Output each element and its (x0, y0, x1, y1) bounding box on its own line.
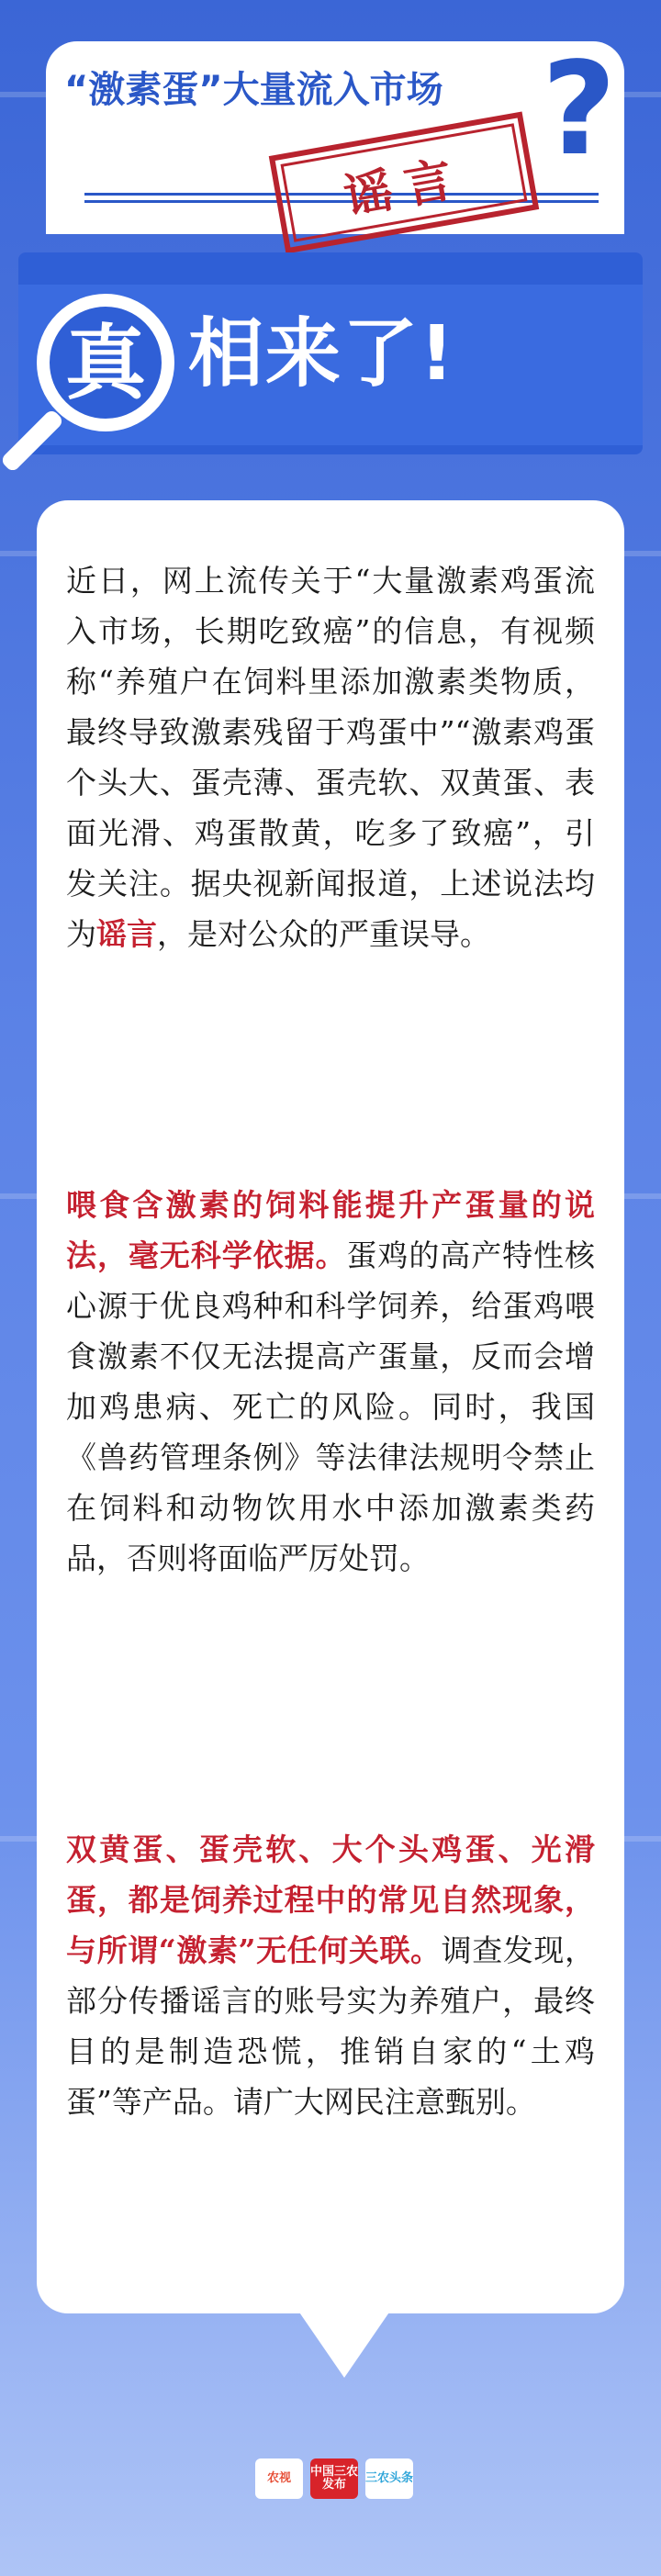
china-sannong-logo: 中国三农发布 (310, 2458, 358, 2499)
p1-text: 近日，网上流传关于“大量激素鸡蛋流入市场，长期吃致癌”的信息，有视频称“养殖户在饲料里添加激素类物质，最终导致激素残留于鸡蛋中”“激素鸡蛋个头大、蛋壳薄、蛋壳软、双黄蛋、表面光滑、鸡蛋散黄，吃多了致癌”，引发关注。据央视新闻报道，上述说法均为 (66, 563, 595, 952)
sannong-news-logo: 三农头条 (365, 2458, 413, 2499)
page-title: “激素蛋”大量流入市场 (64, 69, 443, 111)
paragraph-2 (66, 1180, 595, 1584)
magnifier-icon (37, 294, 174, 431)
nn-nongshi-logo: 农视 (255, 2458, 303, 2499)
card-pointer (294, 2304, 395, 2378)
stamp-label: 谣言 (340, 149, 470, 226)
question-mark-icon: ? (542, 35, 617, 185)
p2-highlight: 喂食含激素的饲料能提升产蛋量的说法，毫无科学依据。 (66, 1187, 595, 1273)
p2-text: 蛋鸡的高产特性核心源于优良鸡种和科学饲养，给蛋鸡喂食激素不仅无法提高产蛋量，反而会增加鸡患病、死亡的风险。同时，我国《兽药管理条例》等法律法规明令禁止在饲料和动物饮用水中添加激素类药品，否则将面临严厉处罚。 (66, 1238, 595, 1576)
paragraph-3 (66, 1824, 595, 2127)
banner-title: 相来了! (188, 310, 456, 398)
footer-logos (255, 2458, 413, 2499)
p3-text: 调查发现，部分传播谣言的账号实为养殖户，最终目的是制造恐慌，推销自家的“土鸡蛋”等产品。请广大网民注意甄别。 (66, 1932, 596, 2120)
p1-text-end: ，是对公众的严重误导。 (157, 916, 490, 952)
paragraph-1 (66, 555, 595, 959)
p1-highlight: 谣言 (96, 916, 157, 952)
magnifier-char: 真 (64, 315, 146, 410)
p3-highlight: 双黄蛋、蛋壳软、大个头鸡蛋、光滑蛋，都是饲养过程中的常见自然现象，与所谓“激素”无任何关联。 (66, 1831, 595, 1968)
